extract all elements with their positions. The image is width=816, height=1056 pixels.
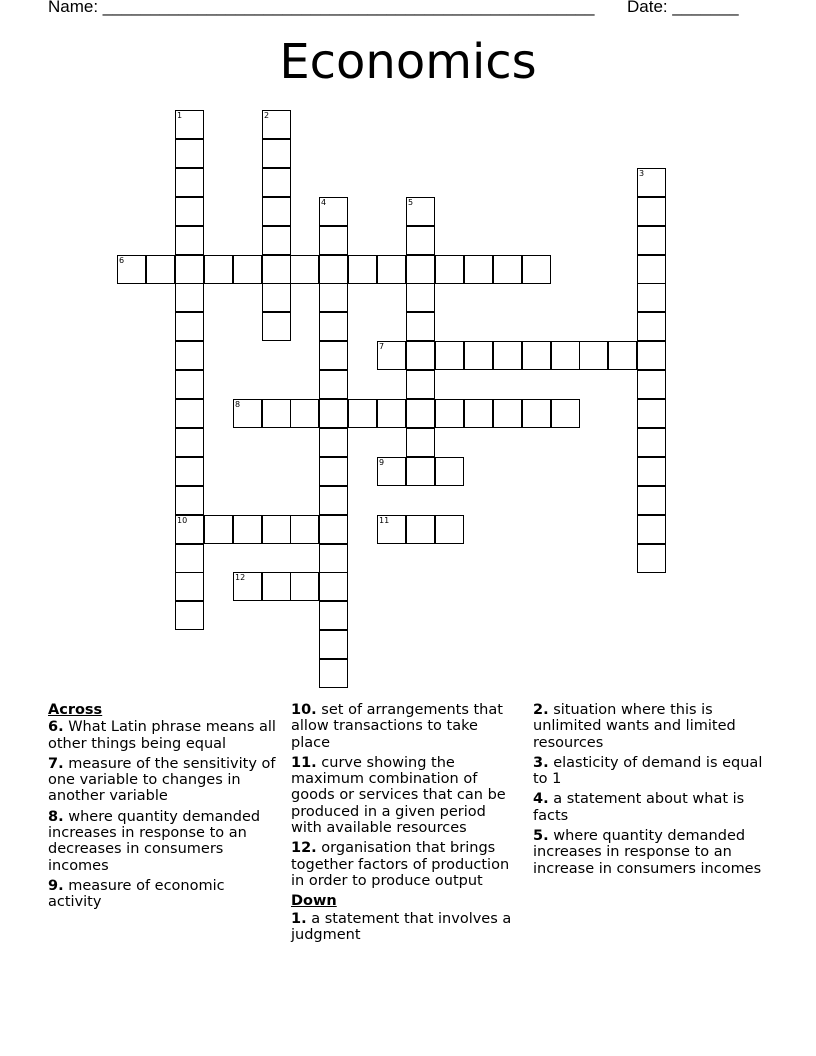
grid-cell[interactable]	[319, 515, 348, 544]
grid-cell[interactable]	[290, 399, 319, 428]
grid-cell[interactable]	[290, 572, 319, 601]
clue-number: 9.	[48, 877, 64, 894]
grid-cell[interactable]	[637, 312, 666, 341]
clue-number: 3.	[533, 754, 549, 771]
clue-column-1	[48, 702, 278, 915]
grid-cell[interactable]	[637, 457, 666, 486]
grid-cell[interactable]	[175, 168, 204, 197]
grid-cell[interactable]	[290, 255, 319, 284]
grid-cell[interactable]	[493, 341, 522, 370]
clue-number: 1.	[291, 910, 307, 927]
grid-cell[interactable]	[175, 457, 204, 486]
clue-column-3	[533, 702, 763, 881]
grid-cell[interactable]	[262, 572, 291, 601]
clue-text: set of arrangements that allow transactions to take place	[291, 702, 503, 751]
grid-cell[interactable]	[406, 428, 435, 457]
grid-cell[interactable]	[319, 341, 348, 370]
grid-cell[interactable]	[406, 283, 435, 312]
grid-cell[interactable]	[522, 255, 551, 284]
grid-cell[interactable]	[348, 399, 377, 428]
grid-cell[interactable]	[406, 370, 435, 399]
clue-number: 2.	[533, 702, 549, 718]
cell-number: 7	[379, 342, 385, 351]
clue-across-8	[48, 809, 278, 874]
cell-number: 5	[408, 198, 414, 207]
grid-cell[interactable]	[319, 486, 348, 515]
grid-cell[interactable]	[175, 370, 204, 399]
clue-across-12	[291, 840, 521, 889]
grid-cell[interactable]	[319, 255, 348, 284]
cell-number: 9	[379, 458, 385, 467]
grid-cell[interactable]	[204, 515, 233, 544]
clue-column-2	[291, 702, 521, 947]
grid-cell[interactable]	[637, 283, 666, 312]
cell-number: 6	[119, 256, 125, 265]
grid-cell[interactable]	[233, 515, 262, 544]
grid-cell[interactable]	[146, 255, 175, 284]
grid-cell[interactable]	[608, 341, 637, 370]
grid-cell[interactable]	[175, 341, 204, 370]
clue-text: measure of economic activity	[48, 877, 225, 911]
grid-cell[interactable]	[579, 341, 608, 370]
clue-number: 7.	[48, 755, 64, 772]
grid-cell[interactable]	[262, 283, 291, 312]
grid-cell[interactable]	[290, 515, 319, 544]
grid-cell[interactable]	[262, 255, 291, 284]
grid-cell[interactable]	[175, 399, 204, 428]
grid-cell[interactable]	[406, 341, 435, 370]
grid-cell[interactable]	[319, 572, 348, 601]
grid-cell[interactable]	[637, 428, 666, 457]
grid-cell[interactable]	[406, 226, 435, 255]
grid-cell[interactable]	[435, 341, 464, 370]
grid-cell[interactable]	[175, 255, 204, 284]
clue-text: a statement that involves a judgment	[291, 910, 512, 943]
clue-number: 8.	[48, 808, 64, 825]
grid-cell[interactable]	[175, 601, 204, 630]
grid-cell[interactable]	[319, 283, 348, 312]
grid-cell[interactable]	[175, 312, 204, 341]
grid-cell[interactable]	[319, 226, 348, 255]
grid-cell[interactable]	[435, 515, 464, 544]
clue-number: 4.	[533, 791, 549, 808]
grid-cell[interactable]	[175, 486, 204, 515]
grid-cell[interactable]	[262, 197, 291, 226]
grid-cell[interactable]	[464, 399, 493, 428]
grid-cell[interactable]	[522, 341, 551, 370]
grid-cell[interactable]	[262, 515, 291, 544]
grid-cell[interactable]	[406, 312, 435, 341]
clue-number: 6.	[48, 719, 64, 736]
grid-cell[interactable]	[319, 457, 348, 486]
grid-cell[interactable]	[406, 515, 435, 544]
clue-down-4	[533, 791, 763, 824]
grid-cell[interactable]	[319, 659, 348, 688]
cell-number: 10	[177, 516, 188, 525]
clue-text: situation where this is unlimited wants and limited resources	[533, 702, 736, 751]
grid-cell[interactable]	[435, 457, 464, 486]
grid-cell[interactable]	[319, 630, 348, 659]
grid-cell[interactable]	[319, 544, 348, 573]
grid-cell[interactable]	[175, 197, 204, 226]
cell-number: 2	[264, 111, 270, 120]
grid-cell[interactable]	[175, 572, 204, 601]
grid-cell[interactable]	[522, 399, 551, 428]
grid-cell[interactable]	[406, 457, 435, 486]
grid-cell[interactable]	[637, 486, 666, 515]
date-field-line: Date: _______	[627, 0, 739, 16]
grid-cell[interactable]	[319, 370, 348, 399]
down-heading: Down	[291, 893, 337, 910]
grid-cell[interactable]	[175, 428, 204, 457]
clue-down-5	[533, 828, 763, 877]
clue-text: organisation that brings together factors of production in order to produce output	[291, 840, 510, 889]
grid-cell[interactable]	[319, 312, 348, 341]
clue-across-7	[48, 756, 278, 805]
clue-number: 12.	[291, 840, 317, 857]
grid-cell[interactable]	[464, 255, 493, 284]
cell-number: 11	[379, 516, 390, 525]
grid-cell[interactable]	[551, 399, 580, 428]
cell-number: 1	[177, 111, 183, 120]
grid-cell[interactable]	[175, 226, 204, 255]
clue-text: curve showing the maximum combination of goods or services that can be produced in a given period with available resources	[291, 754, 506, 837]
grid-cell[interactable]	[435, 255, 464, 284]
page-title: Economics	[279, 34, 537, 90]
clue-across-10	[291, 702, 521, 751]
clue-number: 10.	[291, 702, 317, 718]
clue-number: 11.	[291, 754, 317, 771]
cell-number: 3	[639, 169, 645, 178]
grid-cell[interactable]	[204, 255, 233, 284]
grid-cell[interactable]	[637, 197, 666, 226]
grid-cell[interactable]	[493, 399, 522, 428]
cell-number: 8	[235, 400, 241, 409]
cell-number: 12	[235, 573, 246, 582]
grid-cell[interactable]	[637, 341, 666, 370]
grid-cell[interactable]	[175, 544, 204, 573]
grid-cell[interactable]	[319, 399, 348, 428]
grid-cell[interactable]	[637, 255, 666, 284]
clue-text: measure of the sensitivity of one variable to changes in another variable	[48, 755, 276, 805]
clue-down-1	[291, 911, 521, 944]
grid-cell[interactable]	[262, 226, 291, 255]
grid-cell[interactable]	[319, 428, 348, 457]
clue-down-2	[533, 702, 763, 751]
clue-text: where quantity demanded increases in response to an decreases in consumers incomes	[48, 808, 261, 874]
grid-cell[interactable]	[233, 255, 262, 284]
clue-across-11	[291, 755, 521, 836]
grid-cell[interactable]	[262, 399, 291, 428]
cell-number: 4	[321, 198, 327, 207]
clue-across-9	[48, 878, 278, 911]
grid-cell[interactable]	[262, 139, 291, 168]
clue-text: elasticity of demand is equal to 1	[533, 754, 763, 788]
grid-cell[interactable]	[262, 168, 291, 197]
grid-cell[interactable]	[406, 399, 435, 428]
grid-cell[interactable]	[406, 255, 435, 284]
clue-text: What Latin phrase means all other things being equal	[48, 719, 276, 752]
grid-cell[interactable]	[637, 399, 666, 428]
grid-cell[interactable]	[319, 601, 348, 630]
clue-text: a statement about what is facts	[533, 791, 745, 824]
clue-across-6	[48, 719, 278, 752]
grid-cell[interactable]	[637, 544, 666, 573]
grid-cell[interactable]	[637, 515, 666, 544]
name-field-line: Name: ____________________________________________________	[48, 0, 595, 16]
grid-cell[interactable]	[377, 399, 406, 428]
grid-cell[interactable]	[464, 341, 493, 370]
clue-number: 5.	[533, 828, 549, 845]
grid-cell[interactable]	[637, 370, 666, 399]
grid-cell[interactable]	[175, 283, 204, 312]
clue-text: where quantity demanded increases in response to an increase in consumers incomes	[533, 828, 762, 877]
grid-cell[interactable]	[435, 399, 464, 428]
grid-cell[interactable]	[348, 255, 377, 284]
grid-cell[interactable]	[262, 312, 291, 341]
grid-cell[interactable]	[493, 255, 522, 284]
across-heading: Across	[48, 702, 103, 718]
grid-cell[interactable]	[377, 255, 406, 284]
grid-cell[interactable]	[637, 226, 666, 255]
clue-down-3	[533, 755, 763, 788]
grid-cell[interactable]	[175, 139, 204, 168]
grid-cell[interactable]	[551, 341, 580, 370]
